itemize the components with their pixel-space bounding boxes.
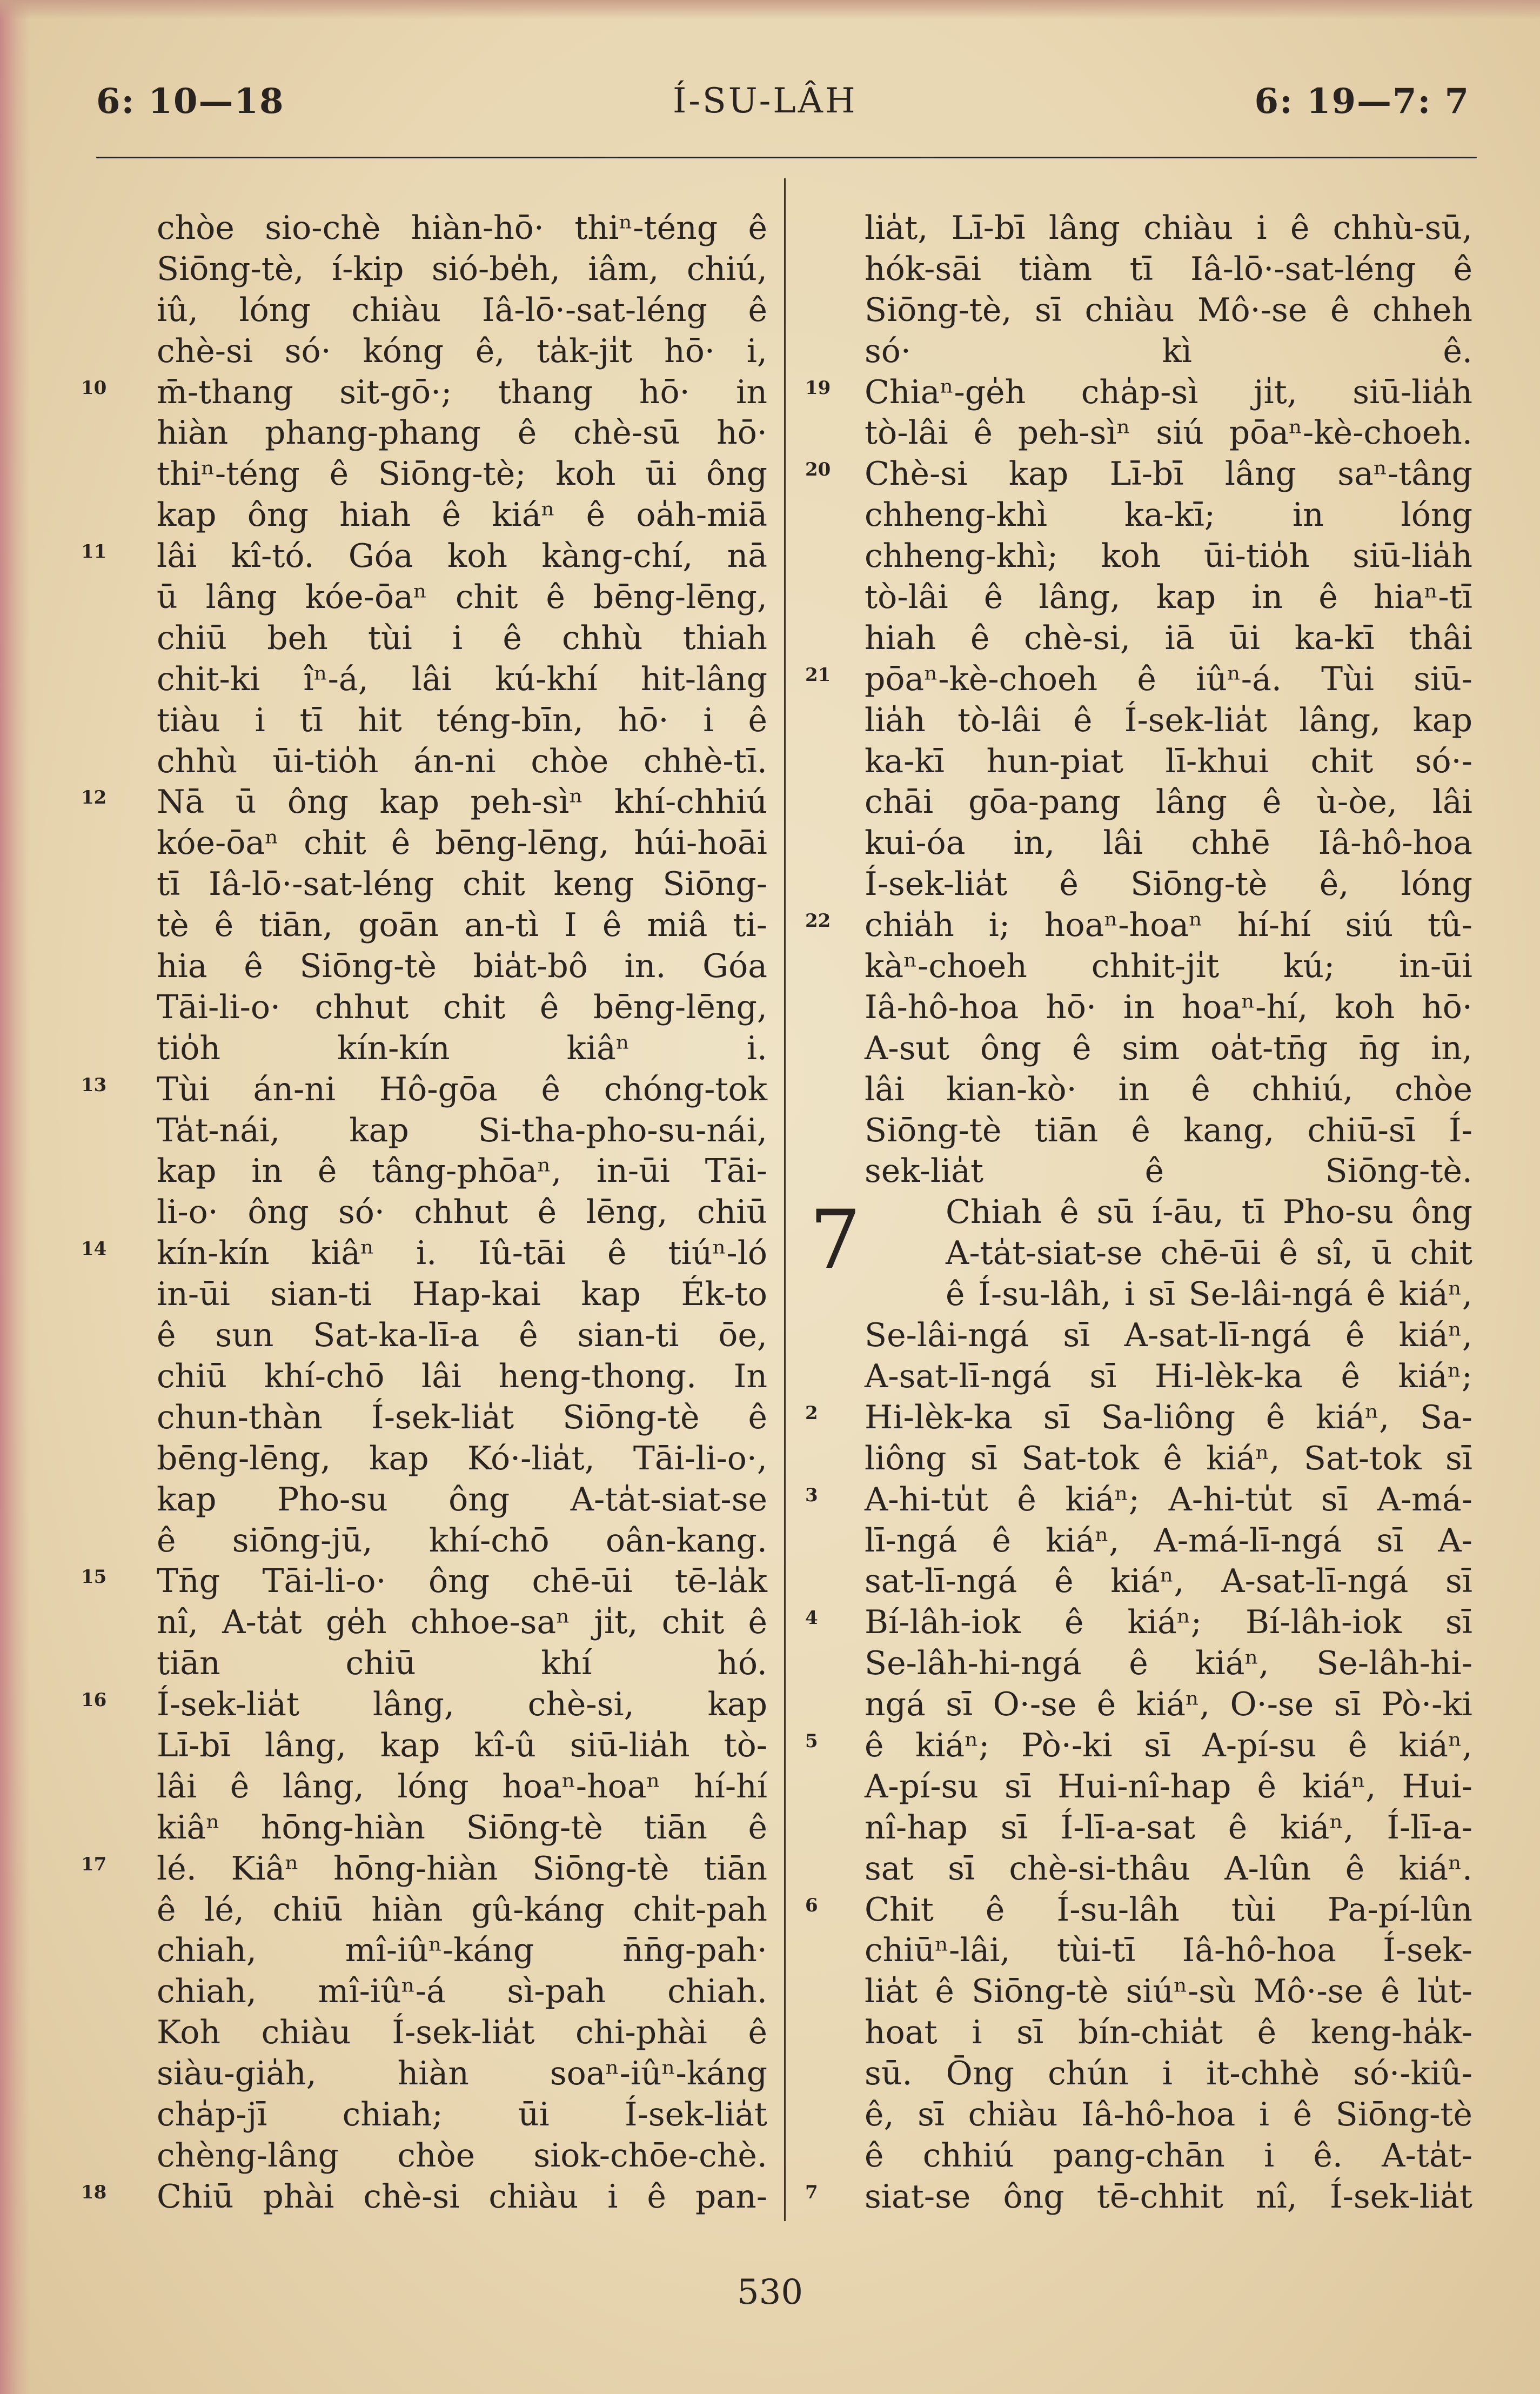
line-text: Bí-lâh-iok ê kiáⁿ; Bí-lâh-iok sī (865, 1603, 1472, 1642)
line-text: hiàn phang-phang ê chè-sū hō· (157, 414, 767, 452)
text-line (157, 495, 767, 536)
text-line (865, 1356, 1472, 1397)
running-header (0, 81, 1540, 130)
line-text: ū lâng kóe-ōaⁿ chit ê bēng-lēng, (157, 578, 767, 617)
text-line (157, 1192, 767, 1233)
text-line (865, 2136, 1472, 2177)
line-text: chit-ki îⁿ-á, lâi kú-khí hit-lâng (157, 660, 767, 698)
text-line (865, 249, 1472, 290)
line-text: chiah, mî-iûⁿ-á sì-pah chiah. (157, 1972, 767, 2011)
book-title: Í-SU-LÂH (673, 81, 858, 121)
line-text: lia̍t, Lī-bī lâng chiàu i ê chhù-sū, (865, 209, 1472, 247)
chapter-number: 7 (809, 1193, 861, 1287)
text-line (865, 946, 1472, 987)
text-line (865, 823, 1472, 864)
line-text: Siōng-tè, sī chiàu Mô·-se ê chheh (865, 291, 1472, 329)
header-rule (96, 157, 1477, 158)
text-line (805, 454, 1472, 495)
line-text: hia ê Siōng-tè bia̍t-bô in. Góa (157, 947, 767, 986)
verse-number: 7 (805, 2181, 818, 2203)
line-text: hiah ê chè-si, iā ūi ka-kī thâi (865, 619, 1472, 657)
text-line (865, 864, 1472, 905)
text-line (157, 741, 767, 783)
text-line (157, 290, 767, 331)
text-line (865, 290, 1472, 331)
text-line (157, 454, 767, 495)
text-line (865, 1561, 1472, 1602)
line-text: tio̍h kín-kín kiâⁿ i. (157, 1029, 767, 1067)
line-text: chòe sio-chè hiàn-hō· thiⁿ-téng ê (157, 209, 767, 247)
text-line (865, 1151, 1472, 1192)
line-text: tè ê tiān, goān an-tì I ê miâ ti- (157, 906, 767, 945)
line-text: tiàu i tī hit téng-bīn, hō· i ê (157, 701, 767, 739)
text-line (865, 1315, 1472, 1356)
text-line (157, 1397, 767, 1439)
text-line (157, 2054, 767, 2095)
line-text: tī Iâ-lō·-sat-léng chit keng Siōng- (157, 865, 767, 904)
line-text: chheng-khì ka-kī; in lóng (865, 496, 1472, 534)
line-text: Chiaⁿ-ge̍h cha̍p-sì ji̍t, siū-lia̍h (865, 373, 1472, 411)
text-line (157, 1439, 767, 1480)
line-text: chāi gōa-pang lâng ê ù-òe, lâi (865, 783, 1472, 821)
text-line (865, 1521, 1472, 1562)
line-text: lia̍h tò-lâi ê Í-sek-lia̍t lâng, kap (865, 701, 1472, 739)
verse-number: 16 (81, 1689, 107, 1711)
line-text: chiū beh tùi i ê chhù thiah (157, 619, 767, 657)
text-line (157, 1808, 767, 1849)
text-line (81, 782, 767, 823)
line-text: hoat i sī bín-chia̍t ê keng-ha̍k- (865, 2014, 1472, 2052)
line-text: lī-ngá ê kiáⁿ, A-má-lī-ngá sī A- (865, 1521, 1472, 1560)
edge-stain-top (0, 0, 1540, 19)
line-text: só· kì ê. (865, 332, 1472, 370)
line-text: ê siōng-jū, khí-chō oân-kang. (157, 1521, 767, 1560)
text-line (865, 1643, 1472, 1684)
line-text: lé. Kiâⁿ hōng-hiàn Siōng-tè tiān (157, 1849, 767, 1888)
line-text: Chiah ê sū í-āu, tī Pho-su ông (946, 1193, 1472, 1232)
line-text: ê, sī chiàu Iâ-hô-hoa i ê Siōng-tè (865, 2095, 1472, 2134)
line-text: siat-se ông tē-chhit nî, Í-sek-lia̍t (865, 2177, 1472, 2216)
text-line (865, 413, 1472, 454)
text-line (157, 249, 767, 290)
header-left-reference: 6: 10—18 (96, 81, 285, 122)
line-text: chun-thàn Í-sek-lia̍t Siōng-tè ê (157, 1398, 767, 1436)
text-line (865, 2012, 1472, 2054)
line-text: Í-sek-lia̍t ê Siōng-tè ê, lóng (865, 865, 1472, 904)
text-line (865, 1233, 1472, 1274)
text-line (865, 2054, 1472, 2095)
text-line (865, 1028, 1472, 1069)
text-line (865, 1684, 1472, 1726)
verse-number: 6 (805, 1894, 818, 1916)
verse-number: 5 (805, 1730, 818, 1752)
text-line (157, 1480, 767, 1521)
line-text: Se-lâh-hi-ngá ê kiáⁿ, Se-lâh-hi- (865, 1644, 1472, 1683)
text-line (157, 659, 767, 700)
text-line (157, 208, 767, 249)
text-line (81, 1069, 767, 1111)
text-line (865, 1767, 1472, 1808)
line-text: kóe-ōaⁿ chit ê bēng-lēng, húi-hoāi (157, 824, 767, 862)
text-line (805, 659, 1472, 700)
text-line (805, 1480, 1472, 1521)
line-text: Koh chiàu Í-sek-lia̍t chi-phài ê (157, 2014, 767, 2052)
line-text: chè-si só· kóng ê, ta̍k-ji̍t hō· i, (157, 332, 767, 370)
text-line (157, 1356, 767, 1397)
line-text: Iâ-hô-hoa hō· in hoaⁿ-hí, koh hō· (865, 988, 1472, 1026)
text-line (865, 1069, 1472, 1111)
text-line (157, 413, 767, 454)
line-text: Hi-lèk-ka sī Sa-liông ê kiáⁿ, Sa- (865, 1398, 1472, 1436)
line-text: kiâⁿ hōng-hiàn Siōng-tè tiān ê (157, 1808, 767, 1847)
text-line (157, 1767, 767, 1808)
text-line (157, 1028, 767, 1069)
line-text: ngá sī O·-se ê kiáⁿ, O·-se sī Pò·-ki (865, 1686, 1472, 1724)
line-text: lâi kî-tó. Góa koh kàng-chí, nā (157, 537, 767, 576)
text-line (157, 823, 767, 864)
text-line (157, 1643, 767, 1684)
verse-number: 10 (81, 377, 107, 399)
line-text: chhù ūi-tio̍h án-ni chòe chhè-tī. (157, 742, 767, 780)
line-text: chia̍h i; hoaⁿ-hoaⁿ hí-hí siú tû- (865, 906, 1472, 945)
line-text: sek-lia̍t ê Siōng-tè. (865, 1152, 1472, 1191)
text-line (865, 536, 1472, 577)
text-line (81, 1849, 767, 1890)
text-line (865, 782, 1472, 823)
line-text: ê Í-su-lâh, i sī Se-lâi-ngá ê kiáⁿ, (946, 1275, 1472, 1314)
left-column (81, 208, 767, 2218)
verse-number: 20 (805, 459, 831, 481)
line-text: pōaⁿ-kè-choeh ê iûⁿ-á. Tùi siū- (865, 660, 1472, 698)
text-line (805, 372, 1472, 413)
line-text: A-sut ông ê sim oa̍t-tn̄g n̄g in, (865, 1029, 1472, 1067)
verse-number: 15 (81, 1566, 107, 1588)
line-text: lia̍t ê Siōng-tè siúⁿ-sù Mô·-se ê lu̍t- (865, 1972, 1472, 2011)
text-line (157, 1971, 767, 2012)
line-text: nî, A-ta̍t ge̍h chhoe-saⁿ ji̍t, chit ê (157, 1603, 767, 1642)
line-text: A-ta̍t-siat-se chē-ūi ê sî, ū chit (946, 1234, 1472, 1273)
text-line (157, 1274, 767, 1315)
text-line (865, 331, 1472, 372)
line-text: chiū khí-chō lâi heng-thong. In (157, 1357, 767, 1395)
text-line (865, 618, 1472, 659)
right-column (805, 208, 1472, 2218)
header-right-reference: 6: 19—7: 7 (1254, 81, 1470, 122)
text-line (865, 1192, 1472, 1233)
verse-number: 14 (81, 1238, 107, 1260)
verse-number: 21 (805, 664, 831, 686)
text-line (157, 1930, 767, 1971)
text-line (865, 1849, 1472, 1890)
text-line (81, 372, 767, 413)
line-text: sū. Ōng chún i it-chhè só·-kiû- (865, 2055, 1472, 2093)
line-text: lâi ê lâng, lóng hoaⁿ-hoaⁿ hí-hí (157, 1767, 767, 1805)
line-text: nî-hap sī Í-lī-a-sat ê kiáⁿ, Í-lī-a- (865, 1808, 1472, 1847)
text-line (805, 1397, 1472, 1439)
verse-number: 17 (81, 1853, 107, 1875)
line-text: sat sī chè-si-thâu A-lûn ê kiáⁿ. (865, 1849, 1472, 1888)
line-text: A-sat-lī-ngá sī Hi-lèk-ka ê kiáⁿ; (865, 1357, 1472, 1395)
line-text: tiān chiū khí hó. (157, 1644, 767, 1683)
text-line (865, 987, 1472, 1028)
line-text: lâi kian-kò· in ê chhiú, chòe (865, 1070, 1472, 1108)
line-text: ê sun Sat-ka-lī-a ê sian-ti ōe, (157, 1316, 767, 1355)
line-text: chheng-khì; koh ūi-tio̍h siū-lia̍h (865, 537, 1472, 576)
text-line (157, 331, 767, 372)
text-line (157, 946, 767, 987)
text-line (865, 741, 1472, 783)
line-text: liông sī Sat-tok ê kiáⁿ, Sat-tok sī (865, 1439, 1472, 1477)
line-text: Tāi-li-o· chhut chit ê bēng-lēng, (157, 988, 767, 1026)
line-text: kín-kín kiâⁿ i. Iû-tāi ê tiúⁿ-ló (157, 1234, 767, 1273)
line-text: Chè-si kap Lī-bī lâng saⁿ-tâng (865, 455, 1472, 493)
text-line (157, 1602, 767, 1643)
line-text: Se-lâi-ngá sī A-sat-lī-ngá ê kiáⁿ, (865, 1316, 1472, 1355)
line-text: ka-kī hun-piat lī-khui chit só·- (865, 742, 1472, 780)
line-text: Siōng-tè, í-kip sió-be̍h, iâm, chiú, (157, 250, 767, 288)
line-text: hók-sāi tiàm tī Iâ-lō·-sat-léng ê (865, 250, 1472, 288)
text-line (157, 1111, 767, 1152)
line-text: Tùi án-ni Hô-gōa ê chóng-tok (157, 1070, 767, 1108)
line-text: chiah, mî-iûⁿ-káng n̄n̄g-pah· (157, 1931, 767, 1970)
text-line (865, 1808, 1472, 1849)
text-line (865, 1971, 1472, 2012)
verse-number: 12 (81, 787, 107, 809)
text-line (805, 1602, 1472, 1643)
text-line (81, 1561, 767, 1602)
line-text: ê chhiú pang-chān i ê. A-ta̍t- (865, 2136, 1472, 2175)
text-line (81, 536, 767, 577)
text-line (865, 700, 1472, 741)
text-line (865, 2095, 1472, 2136)
line-text: tò-lâi ê lâng, kap in ê hiaⁿ-tī (865, 578, 1472, 617)
text-line (157, 1726, 767, 1767)
line-text: kui-óa in, lâi chhē Iâ-hô-hoa (865, 824, 1472, 862)
text-line (81, 2177, 767, 2218)
text-line (865, 577, 1472, 618)
text-line (865, 1111, 1472, 1152)
line-text: A-pí-su sī Hui-nî-hap ê kiáⁿ, Hui- (865, 1767, 1472, 1805)
text-line (157, 1151, 767, 1192)
text-line (157, 1315, 767, 1356)
verse-number: 3 (805, 1484, 818, 1506)
line-text: Chit ê Í-su-lâh tùi Pa-pí-lûn (865, 1890, 1472, 1929)
line-text: Nā ū ông kap peh-sìⁿ khí-chhiú (157, 783, 767, 821)
text-line (157, 618, 767, 659)
line-text: tò-lâi ê peh-sìⁿ siú pōaⁿ-kè-choeh. (865, 414, 1472, 452)
verse-number: 13 (81, 1074, 107, 1096)
text-line (157, 1890, 767, 1931)
edge-stain (0, 0, 30, 2394)
line-text: m̄-thang sit-gō·; thang hō· in (157, 373, 767, 411)
line-text: ê kiáⁿ; Pò·-ki sī A-pí-su ê kiáⁿ, (865, 1726, 1472, 1764)
text-line (157, 864, 767, 905)
text-line (805, 905, 1472, 946)
line-text: in-ūi sian-ti Hap-kai kap Ék-to (157, 1275, 767, 1314)
line-text: ê lé, chiū hiàn gû-káng chi̍t-pah (157, 1890, 767, 1929)
line-text: Tn̄g Tāi-li-o· ông chē-ūi tē-la̍k (157, 1562, 767, 1601)
line-text: kap Pho-su ông A-ta̍t-siat-se (157, 1480, 767, 1519)
verse-number: 11 (81, 541, 107, 563)
line-text: kap ông hiah ê kiáⁿ ê oa̍h-miā (157, 496, 767, 534)
verse-number: 18 (81, 2181, 107, 2203)
text-line (81, 1684, 767, 1726)
text-line (81, 1233, 767, 1274)
text-line (865, 495, 1472, 536)
line-text: Siōng-tè tiān ê kang, chiū-sī Í- (865, 1111, 1472, 1149)
line-text: A-hi-tu̍t ê kiáⁿ; A-hi-tu̍t sī A-má- (865, 1480, 1472, 1519)
verse-number: 2 (805, 1402, 818, 1424)
text-line (157, 987, 767, 1028)
line-text: chèng-lâng chòe siok-chōe-chè. (157, 2136, 767, 2175)
line-text: Lī-bī lâng, kap kî-û siū-lia̍h tò- (157, 1726, 767, 1764)
line-text: siàu-gia̍h, hiàn soaⁿ-iûⁿ-káng (157, 2055, 767, 2093)
text-line (805, 2177, 1472, 2218)
verse-number: 4 (805, 1607, 818, 1629)
verse-number: 19 (805, 377, 831, 399)
text-line (157, 2012, 767, 2054)
line-text: thiⁿ-téng ê Siōng-tè; koh ūi ông (157, 455, 767, 493)
text-line (157, 1521, 767, 1562)
line-text: kap in ê tâng-phōaⁿ, in-ūi Tāi- (157, 1152, 767, 1191)
line-text: iû, lóng chiàu Iâ-lō·-sat-léng ê (157, 291, 767, 329)
text-line (157, 2095, 767, 2136)
line-text: cha̍p-jī chiah; ūi Í-sek-lia̍t (157, 2095, 767, 2134)
text-line (865, 1439, 1472, 1480)
line-text: bēng-lēng, kap Kó·-lia̍t, Tāi-li-o·, (157, 1439, 767, 1477)
line-text: sat-lī-ngá ê kiáⁿ, A-sat-lī-ngá sī (865, 1562, 1472, 1601)
page-number: 530 (736, 2272, 804, 2312)
line-text: Í-sek-lia̍t lâng, chè-si, kap (157, 1686, 767, 1724)
text-line (157, 577, 767, 618)
line-text: Chiū phài chè-si chiàu i ê pan- (157, 2177, 767, 2216)
text-line (865, 1930, 1472, 1971)
line-text: li-o· ông só· chhut ê lēng, chiū (157, 1193, 767, 1232)
line-text: Ta̍t-nái, kap Si-tha-pho-su-nái, (157, 1111, 767, 1149)
line-text: chiūⁿ-lâi, tùi-tī Iâ-hô-hoa Í-sek- (865, 1931, 1472, 1970)
text-line (805, 1890, 1472, 1931)
text-line (805, 1726, 1472, 1767)
text-line (865, 1274, 1472, 1315)
text-line (157, 700, 767, 741)
column-divider (784, 178, 786, 2221)
line-text: kàⁿ-choeh chhit-ji̍t kú; in-ūi (865, 947, 1472, 986)
verse-number: 22 (805, 910, 831, 932)
text-line (157, 905, 767, 946)
text-line (865, 208, 1472, 249)
text-line (157, 2136, 767, 2177)
